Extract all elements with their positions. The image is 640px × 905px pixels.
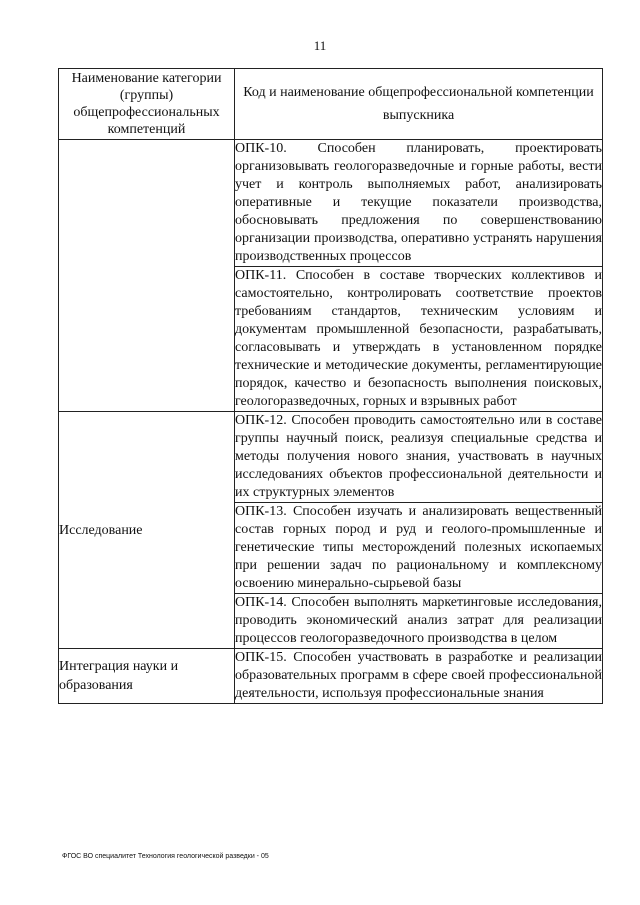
table-header-row — [59, 69, 603, 140]
table-row — [59, 649, 603, 704]
competence-cell-opk-12: ОПК-12. Способен проводить самостоятельно или в составе группы научный поиск, реализуя специальные средства и методы получения нового знания, участвовать в научных исследованиях объектов профессиональной деятельности и их структурных элементов — [235, 412, 603, 503]
header-category: Наименование категории (группы) общепрофессиональных компетенций — [59, 69, 235, 140]
table-row — [59, 412, 603, 503]
competence-cell-opk-11: ОПК-11. Способен в составе творческих коллективов и самостоятельно, контролировать соответствие проектов требованиям стандартов, техническим условиям и документам промышленной безопасности, разрабатывать, согласовывать и утверждать в установленном порядке технические и методические документы, регламентирующие порядок, качество и безопасность выполнения поисковых, геологоразведочных, горных и взрывных работ — [235, 267, 603, 412]
category-cell-integration: Интеграция науки и образования — [59, 649, 235, 704]
competence-cell-opk-15: ОПК-15. Способен участвовать в разработке и реализации образовательных программ в сфере своей профессиональной деятельности, используя профессиональные знания — [235, 649, 603, 704]
category-cell — [59, 140, 235, 412]
table-row — [59, 140, 603, 267]
competence-cell-opk-10: ОПК-10. Способен планировать, проектировать организовывать геологоразведочные и горные работы, вести учет и контроль выполняемых работ, анализировать оперативные и текущие показатели производства, обосновывать предложения по совершенствованию организации производства, оперативно устранять нарушения производственных процессов — [235, 140, 603, 267]
competence-cell-opk-14: ОПК-14. Способен выполнять маркетинговые исследования, проводить экономический анализ затрат для реализации процессов геологоразведочного производства в целом — [235, 594, 603, 649]
page-number: 11 — [313, 38, 327, 53]
competence-table — [58, 68, 603, 704]
competence-cell-opk-13: ОПК-13. Способен изучать и анализировать вещественный состав горных пород и руд и геолого-промышленные и генетические типы месторождений полезных ископаемых при решении задач по рациональному и комплексному освоению минерально-сырьевой базы — [235, 503, 603, 594]
footer-text: ФГОС ВО специалитет Технология геологической разведки - 05 — [62, 853, 269, 860]
category-cell-research: Исследование — [59, 412, 235, 649]
header-competence: Код и наименование общепрофессиональной компетенции выпускника — [235, 69, 603, 140]
